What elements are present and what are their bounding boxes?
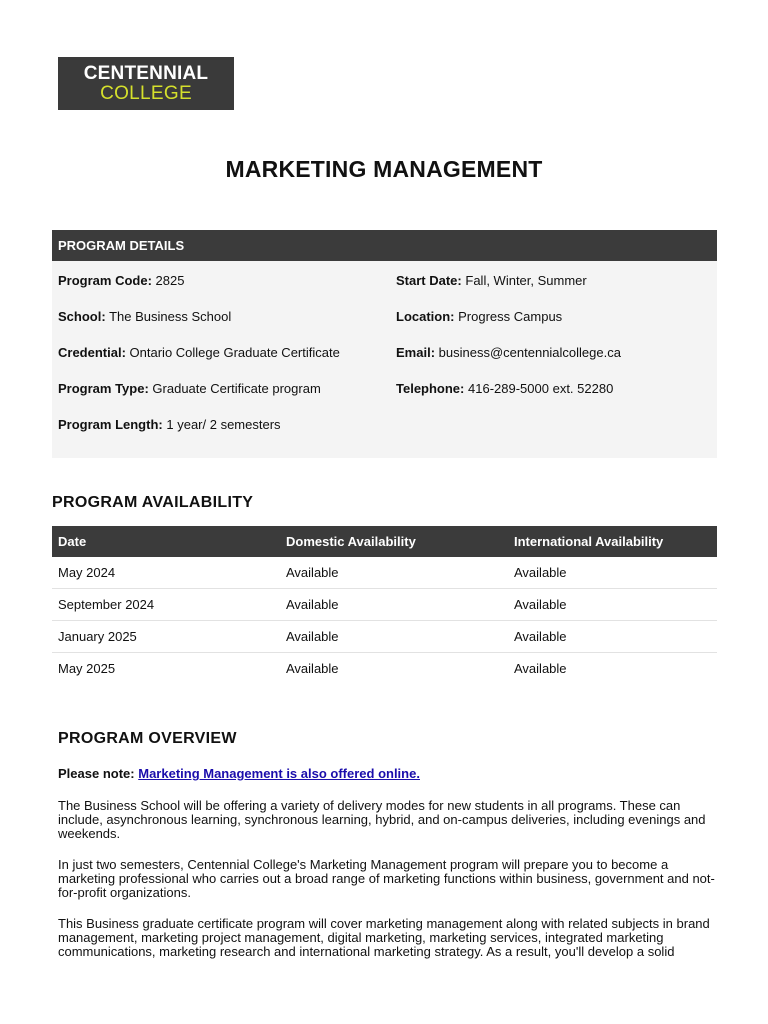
overview-heading: PROGRAM OVERVIEW [58, 730, 237, 747]
cell-domestic: Available [280, 557, 508, 589]
detail-email[interactable]: Email: business@centennialcollege.ca [396, 345, 621, 360]
note-label: Please note [58, 766, 131, 781]
overview-paragraph-1: The Business School will be offering a variety of delivery modes for new students in all programs. These can include, asynchronous learning, synchronous learning, hybrid, and on-campus deliveries, including evenings and weekends. [58, 798, 706, 841]
college-logo[interactable] [58, 57, 234, 110]
cell-domestic: Available [286, 661, 339, 676]
page-title: MARKETING MANAGEMENT [225, 156, 543, 182]
table-row [52, 589, 717, 621]
online-note: Please note: Marketing Management is also offered online. [58, 766, 420, 781]
cell-domestic: Available [280, 589, 508, 621]
program-details-panel [52, 261, 717, 458]
cell-international: Available [514, 661, 567, 676]
detail-program-length: Program Length: 1 year/ 2 semesters [58, 417, 281, 432]
availability-heading: PROGRAM AVAILABILITY [52, 494, 254, 511]
detail-location: Location: Progress Campus [396, 309, 563, 324]
cell-date: May 2025 [58, 661, 116, 676]
cell-date: September 2024 [52, 589, 280, 621]
table-row [52, 557, 717, 589]
detail-program-type: Program Type: Graduate Certificate program [58, 381, 321, 396]
detail-telephone[interactable]: Telephone: 416-289-5000 ext. 52280 [396, 381, 614, 396]
cell-date: January 2025 [52, 621, 280, 653]
column-header-date: Date [52, 526, 280, 557]
program-details-header: PROGRAM DETAILS [52, 230, 717, 261]
column-header-international: International Availability [508, 526, 717, 557]
logo-line-2: COLLEGE [100, 83, 192, 104]
cell-international: Available [508, 621, 717, 653]
detail-start-date: Start Date: Fall, Winter, Summer [396, 273, 587, 288]
overview-paragraph-2: In just two semesters, Centennial College's Marketing Management program will prepare you to become a marketing professional who carries out a broad range of marketing functions within business, government and not-for-profit organizations. [58, 857, 715, 900]
cell-international: Available [508, 589, 717, 621]
logo-line-1: CENTENNIAL [83, 63, 209, 84]
availability-table [52, 526, 717, 684]
cell-domestic: Available [280, 621, 508, 653]
online-program-link[interactable]: Marketing Management is also offered online. [138, 766, 420, 781]
overview-paragraph-3: This Business graduate certificate program will cover marketing management along with related subjects in brand management, marketing project management, digital marketing, marketing services, integrated marketing communications, marketing research and international marketing strategy. As a result, you'll develop a solid [58, 916, 710, 959]
table-row [52, 653, 717, 685]
table-row [52, 621, 717, 653]
detail-credential: Credential: Ontario College Graduate Certificate [58, 345, 340, 360]
column-header-domestic: Domestic Availability [280, 526, 508, 557]
table-header-row [52, 526, 717, 557]
cell-date: May 2024 [52, 557, 280, 589]
cell-international: Available [508, 557, 717, 589]
detail-program-code: Program Code: 2825 [58, 273, 185, 288]
detail-school: School: The Business School [58, 309, 232, 324]
